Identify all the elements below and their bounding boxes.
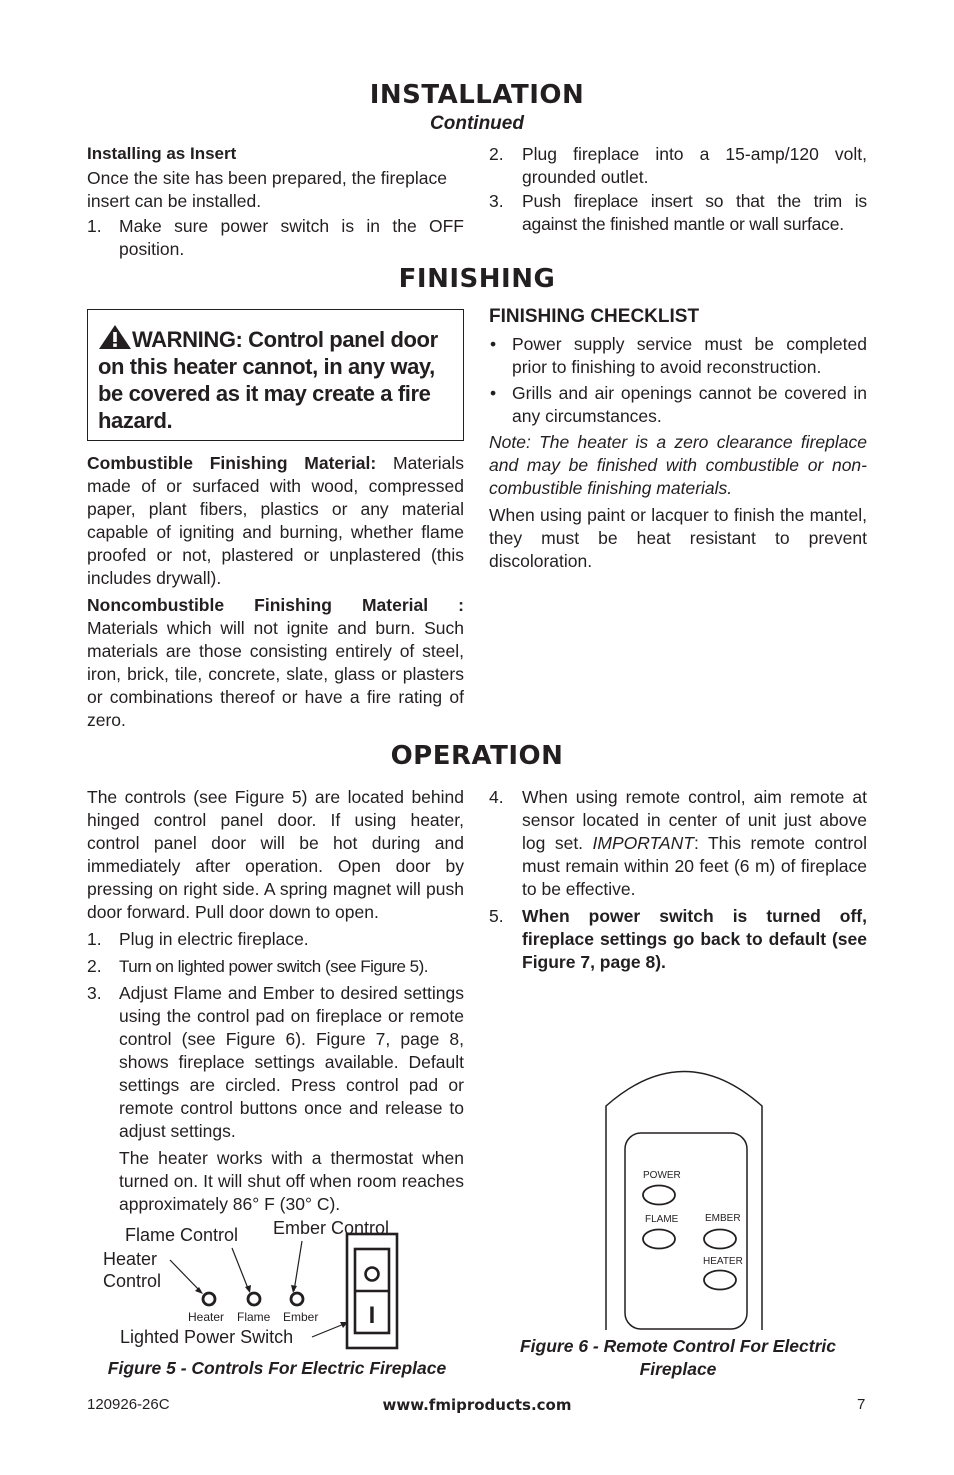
figure-5-caption: Figure 5 - Controls For Electric Fireplace bbox=[107, 1358, 447, 1378]
paint-paragraph: When using paint or lacquer to finish the mantel, they must be heat resistant to prevent discoloration. bbox=[489, 505, 867, 571]
noncombustible-label: Noncombustible Finishing Material : bbox=[87, 595, 464, 615]
heater-control-label-2: Control bbox=[103, 1271, 162, 1291]
install-step-3 bbox=[489, 190, 867, 236]
page-number: 7 bbox=[857, 1396, 866, 1413]
flame-leader-line bbox=[232, 1248, 249, 1291]
figure-6-caption: Figure 6 - Remote Control For Electric Fireplace bbox=[519, 1336, 837, 1379]
installing-insert-section bbox=[87, 143, 464, 261]
step-number: 2. bbox=[489, 144, 504, 164]
remote-flame-label: FLAME bbox=[645, 1214, 679, 1225]
step-text: Adjust Flame and Ember to desired settings using the control pad on fireplace or remote control (see Figure 6). Figure 7, page 8, shows fireplace settings available. Default settings are circled. Press control pad or remote control buttons once and release to adjust settings. bbox=[119, 983, 464, 1141]
step-text: Plug fireplace into a 15-amp/120 volt, grounded outlet. bbox=[522, 144, 867, 187]
heater-control-label-1: Heater bbox=[103, 1249, 158, 1269]
flame-control-label: Flame Control bbox=[125, 1225, 239, 1245]
operation-intro: The controls (see Figure 5) are located behind hinged control panel door. If using heater, control panel door will be hot during and immediately after operation. Open door by pressing on right side. A spring magnet will push door forward. Pull door down to open. bbox=[87, 787, 464, 922]
insert-intro: Once the site has been prepared, the fireplace insert can be installed. bbox=[87, 168, 447, 211]
operation-step-4 bbox=[489, 786, 867, 901]
noncombustible-paragraph: Noncombustible Finishing Material : Materials which will not ignite and burn. Such materials are those consisting entirely of steel, iron, brick, tile, concrete, slate, glass or plasters or combinations thereof or have a fire rating of zero. bbox=[87, 595, 464, 730]
switch-on-mark: I bbox=[368, 1302, 376, 1329]
remote-control-drawing bbox=[604, 1061, 764, 1331]
remote-ember-label: EMBER bbox=[705, 1213, 741, 1224]
install-steps-right bbox=[489, 143, 867, 236]
finishing-title: FINISHING bbox=[398, 264, 556, 294]
remote-body bbox=[606, 1072, 762, 1331]
checklist-heading: FINISHING CHECKLIST bbox=[489, 306, 700, 327]
installation-title: INSTALLATION bbox=[369, 80, 585, 110]
flame-knob-icon bbox=[248, 1293, 260, 1305]
warning-triangle-icon bbox=[98, 324, 132, 350]
heater-leader-line bbox=[170, 1260, 201, 1292]
operation-right bbox=[489, 786, 867, 974]
install-step-2 bbox=[489, 143, 867, 189]
document-number: 120926-26C bbox=[87, 1396, 170, 1413]
ember-control-label: Ember Control bbox=[273, 1218, 390, 1238]
step-number: 1. bbox=[87, 929, 102, 949]
step-text: Make sure power switch is in the OFF position. bbox=[119, 216, 464, 259]
warning-box bbox=[87, 309, 464, 441]
switch-leader-line bbox=[312, 1324, 344, 1337]
finishing-materials bbox=[87, 452, 464, 732]
ember-knob-label: Ember bbox=[283, 1310, 319, 1324]
step-number: 2. bbox=[87, 956, 102, 976]
operation-step-5 bbox=[489, 905, 867, 974]
heater-knob-label: Heater bbox=[188, 1310, 225, 1324]
bullet: • bbox=[490, 334, 497, 354]
switch-off-icon bbox=[366, 1268, 379, 1281]
zero-clearance-note: Note: The heater is a zero clearance fireplace and may be finished with combustible or non-combustible finishing materials. bbox=[489, 432, 867, 498]
step-number: 3. bbox=[489, 191, 504, 211]
step-number: 1. bbox=[87, 216, 102, 236]
heater-button-icon bbox=[704, 1271, 736, 1290]
ember-knob-icon bbox=[291, 1293, 303, 1305]
combustible-paragraph: Combustible Finishing Material: Materials made of or surfaced with wood, compressed paper, plant fibers, plastics or any material capable of igniting and burning, whether flame proofed or not, plastered or unplastered (this includes drywall). bbox=[87, 453, 464, 588]
step-text: When power switch is turned off, fireplace settings go back to default (see Figure 7, page 8). bbox=[522, 906, 867, 972]
thermostat-note: The heater works with a thermostat when turned on. It will shut off when room reaches approximately 86° F (30° C). bbox=[119, 1148, 464, 1214]
operation-step-1 bbox=[87, 928, 464, 951]
install-step-1 bbox=[87, 215, 464, 261]
insert-heading: Installing as Insert bbox=[87, 144, 237, 163]
step-text: Turn on lighted power switch (see Figure 5). bbox=[119, 957, 429, 976]
ember-leader-line bbox=[294, 1241, 302, 1291]
step-text: Plug in electric fireplace. bbox=[119, 929, 309, 949]
step-number: 3. bbox=[87, 983, 102, 1003]
operation-step-3 bbox=[87, 982, 464, 1143]
step-number: 4. bbox=[489, 787, 504, 807]
combustible-label: Combustible Finishing Material: bbox=[87, 453, 377, 473]
bullet: • bbox=[490, 383, 497, 403]
power-switch-label: Lighted Power Switch bbox=[120, 1327, 294, 1347]
checklist-item: • Grills and air openings cannot be covered in any circumstances. bbox=[490, 383, 867, 426]
remote-power-label: POWER bbox=[643, 1170, 681, 1181]
remote-heater-label: HEATER bbox=[703, 1256, 743, 1267]
figure-5-controls bbox=[87, 1212, 467, 1357]
operation-title: OPERATION bbox=[390, 741, 564, 771]
warning-text: WARNING: Control panel door on this heater cannot, in any way, be covered as it may create a fire hazard. bbox=[98, 324, 453, 434]
power-button-icon bbox=[643, 1186, 675, 1205]
continued-label: Continued bbox=[430, 113, 524, 134]
step-text: Push fireplace insert so that the trim is against the finished mantle or wall surface. bbox=[522, 191, 867, 234]
step-number: 5. bbox=[489, 906, 504, 926]
finishing-checklist bbox=[489, 305, 867, 573]
flame-knob-label: Flame bbox=[237, 1310, 271, 1324]
operation-step-2 bbox=[87, 955, 464, 978]
controls-drawing bbox=[87, 1212, 467, 1357]
heater-knob-icon bbox=[203, 1293, 215, 1305]
website-link[interactable]: www.fmiproducts.com bbox=[382, 1396, 572, 1414]
ember-button-icon bbox=[704, 1230, 736, 1249]
checklist-item: • Power supply service must be completed prior to finishing to avoid reconstruction. bbox=[490, 334, 867, 377]
flame-button-icon bbox=[643, 1230, 675, 1249]
operation-left bbox=[87, 786, 464, 1216]
step-text: When using remote control, aim remote at sensor located in center of unit just above log set. IMPORTANT: This remote control must remain within 20 feet (6 m) of fireplace to be effective. bbox=[522, 787, 867, 899]
